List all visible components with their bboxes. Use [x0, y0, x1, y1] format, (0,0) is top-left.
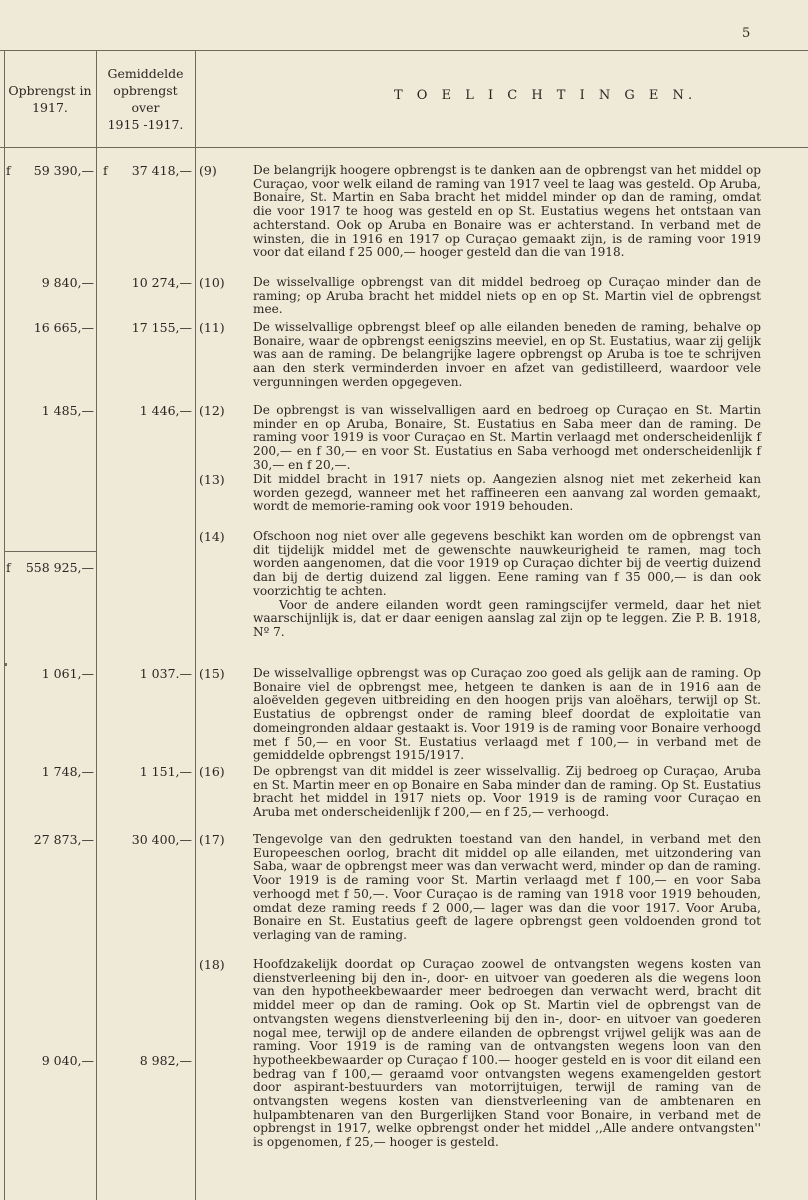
row-10-gemiddelde: 10 274,— [131, 275, 192, 290]
header-col2-line2: opbrengst [113, 83, 178, 98]
row-18-paragraph: Hoofdzakelijk doordat op Curaçao zoowel de ontvangsten wegens kosten van dienstverleening bij den in-, door- en uitvoer van goederen als die wegens loon van den hypotheekbewaarder meer bedroegen dan verwacht werd, bracht dit middel meer op dan de raming. Ook op St. Martin viel de opbrengst van de ontvangsten wegens dienstverleening bij den in-, door- en uitvoer van goederen nogal mee, terwijl op de andere eilanden de opbrengst vrijwel gelijk was aan de raming. Voor 1919 is de raming van de ontvangsten wegens loon van den hypotheekbewaarder op Curaçao f 100.— hooger gesteld en is voor dit eiland een bedrag van f 100,— geraamd voor ontvangsten wegens examengelden gestort door aspirant-bestuurders van motorrijtuigen, terwijl de raming van de ontvangsten wegens kosten van dienstverleening van de ambtenaren en hulpambtenaren van den Burgerlijken Stand voor Bonaire, in verband met de opbrengst in 1917, welke opbrengst onder het middel ,,Alle andere ontvangsten'' is opgenomen, f 25,— hooger is gesteld. [253, 957, 761, 1150]
row-13-explanation [253, 473, 761, 514]
currency-symbol: f [103, 163, 108, 178]
row-12-paragraph: De opbrengst is van wisselvalligen aard en bedroeg op Curaçao en St. Martin minder en op Aruba, Bonaire, St. Eustatius en Saba meer dan de raming. De raming voor 1919 is voor Curaçao en St. Martin verlaagd met onderscheidenlijk f 200,— en f 30,— en voor St. Eustatius en Saba verhoogd met onderscheidenlijk f 30,— en f 20,—. [253, 403, 761, 472]
row-10-opbrengst-1917: 9 840,— [41, 275, 94, 290]
column-divider-left [4, 50, 5, 1200]
row-17-paragraph: Tengevolge van den gedrukten toestand van den handel, in verband met den Europeeschen oorlog, bracht dit middel op alle eilanden, met uitzondering van Saba, waar de opbrengst meer was dan verwacht werd, minder op dan de raming. Voor 1919 is de raming voor St. Martin verlaagd met f 100,— en voor Saba verhoogd met f 50,—. Voor Curaçao is de raming van 1918 voor 1919 behouden, omdat deze raming reeds f 2 000,— lager was dan die voor 1917. Voor Aruba, Bonaire en St. Eustatius geeft de lagere opbrengst geen voldoenden grond tot verlaging van de raming. [253, 832, 761, 942]
column-divider-2 [195, 50, 196, 1200]
row-9-ref: (9) [199, 163, 217, 178]
row-14-opbrengst-1917: 558 925,— [25, 560, 94, 575]
row-16-gemiddelde: 1 151,— [139, 764, 192, 779]
header-col2-line1: Gemiddelde [107, 66, 184, 81]
row-11-ref: (11) [199, 320, 225, 335]
row-18-explanation [253, 958, 761, 1150]
row-13-ref: (13) [199, 472, 225, 487]
row-9-explanation [253, 164, 761, 260]
row-10-paragraph: De wisselvallige opbrengst van dit middel bedroeg op Curaçao minder dan de raming; op Aruba bracht het middel niets op en op St. Martin viel de opbrengst mee. [253, 275, 761, 317]
header-col1-line2: 1917. [32, 100, 68, 115]
page-title: T O E L I C H T I N G E N. [394, 88, 698, 103]
header-col2 [96, 65, 195, 133]
header-col2-line3: over [131, 100, 160, 115]
header-col1 [4, 82, 96, 116]
row-17-opbrengst-1917: 27 873,— [33, 832, 94, 847]
row-15-paragraph: De wisselvallige opbrengst was op Curaçao zoo goed als gelijk aan de raming. Op Bonaire viel de opbrengst mee, hetgeen te danken is aan de in 1916 aan de aloëvelden gegeven uitbreiding en den hoogen prijs van aloëhars, terwijl op St. Eustatius de opbrengst onder de raming bleef doordat de exploitatie van domeingronden aldaar gestaakt is. Voor 1919 is de raming voor Bonaire verhoogd met f 50,— en voor St. Eustatius verlaagd met f 100,— in verband met de gemiddelde opbrengst 1915/1917. [253, 666, 761, 763]
row-9-gemiddelde: 37 418,— [131, 163, 192, 178]
row-15-opbrengst-1917: 1 061,— [41, 666, 94, 681]
row-18-gemiddelde: 8 982,— [139, 1053, 192, 1068]
header-col2-line4: 1915 -1917. [107, 117, 184, 132]
row-18-ref: (18) [199, 957, 225, 972]
row-14-paragraph-1: Ofschoon nog niet over alle gegevens beschikt kan worden om de opbrengst van dit tijdelijk middel met de gewenschte nauwkeurigheid te ramen, mag toch worden aangenomen, dat die voor 1919 op Curaçao dichter bij de veertig duizend dan bij de dertig duizend zal liggen. Eene raming van f 35 000,— is dan ook voorzichtig te achten. [253, 529, 761, 598]
row-12-opbrengst-1917: 1 485,— [41, 403, 94, 418]
row-12-gemiddelde: 1 446,— [139, 403, 192, 418]
row-11-gemiddelde: 17 155,— [131, 320, 192, 335]
row-9-paragraph: De belangrijk hoogere opbrengst is te danken aan de opbrengst van het middel op Curaçao, voor welk eiland de raming van 1917 veel te laag was gesteld. Op Aruba, Bonaire, St. Martin en Saba bracht het middel minder op dan de raming, omdat die voor 1917 te hoog was gesteld en op St. Eustatius wegens het ontstaan van achterstand. Ook op Aruba en Bonaire was er achterstand. In verband met de winsten, die in 1916 en 1917 op Curaçao gemaakt zijn, is de raming voor 1919 voor dat eiland f 25 000,— hooger gesteld dan die van 1918. [253, 163, 762, 260]
row-15-ref: (15) [199, 666, 225, 681]
row-16-explanation [253, 765, 761, 820]
row-9-opbrengst-1917: 59 390,— [33, 163, 94, 178]
row-16-opbrengst-1917: 1 748,— [41, 764, 94, 779]
subtotal-rule [4, 551, 96, 552]
row-17-ref: (17) [199, 832, 225, 847]
row-15-explanation [253, 667, 761, 763]
row-14-ref: (14) [199, 529, 225, 544]
row-10-ref: (10) [199, 275, 225, 290]
row-14-paragraph-2: Voor de andere eilanden wordt geen ramingscijfer vermeld, daar het niet waarschijnlijk is, dat er daar eenigen aanslag zal zijn op te leggen. Zie P. B. 1918, Nº 7. [253, 597, 761, 639]
page-number: 5 [742, 26, 751, 41]
currency-symbol: f [6, 560, 11, 575]
row-11-paragraph: De wisselvallige opbrengst bleef op alle eilanden beneden de raming, behalve op Bonaire, waar de opbrengst eenigszins meeviel, en op St. Eustatius, waar zij gelijk was aan de raming. De belangrijke lagere opbrengst op Aruba is toe te schrijven aan den sterk verminderden invoer en afzet van gedistilleerd, waardoor vele vergunningen werden opgegeven. [253, 320, 761, 389]
row-13-paragraph: Dit middel bracht in 1917 niets op. Aangezien alsnog niet met zekerheid kan worden gezegd, wanneer met het raffineeren een aanvang zal worden gemaakt, wordt de memorie-raming ook voor 1919 behouden. [253, 472, 761, 514]
row-16-ref: (16) [199, 764, 225, 779]
header-col1-line1: Opbrengst in [8, 83, 92, 98]
row-11-explanation [253, 321, 761, 390]
header-rule [0, 147, 808, 148]
row-14-explanation [253, 530, 761, 640]
top-rule [0, 50, 808, 51]
row-18-opbrengst-1917: 9 040,— [41, 1053, 94, 1068]
column-divider-1 [96, 50, 97, 1200]
row-10-explanation [253, 276, 761, 317]
row-15-gemiddelde: 1 037.— [139, 666, 192, 681]
row-11-opbrengst-1917: 16 665,— [33, 320, 94, 335]
row-17-explanation [253, 833, 761, 943]
row-16-paragraph: De opbrengst van dit middel is zeer wisselvallig. Zij bedroeg op Curaçao, Aruba en St. Martin meer en op Bonaire en Saba minder dan de raming. Op St. Eustatius bracht het middel in 1917 niets op. Voor 1919 is de raming voor Curaçao en Aruba met onderscheidenlijk f 200,— en f 25,— verhoogd. [253, 764, 761, 820]
currency-symbol: f [6, 163, 11, 178]
row-12-explanation [253, 404, 761, 473]
row-12-ref: (12) [199, 403, 225, 418]
row-17-gemiddelde: 30 400,— [131, 832, 192, 847]
